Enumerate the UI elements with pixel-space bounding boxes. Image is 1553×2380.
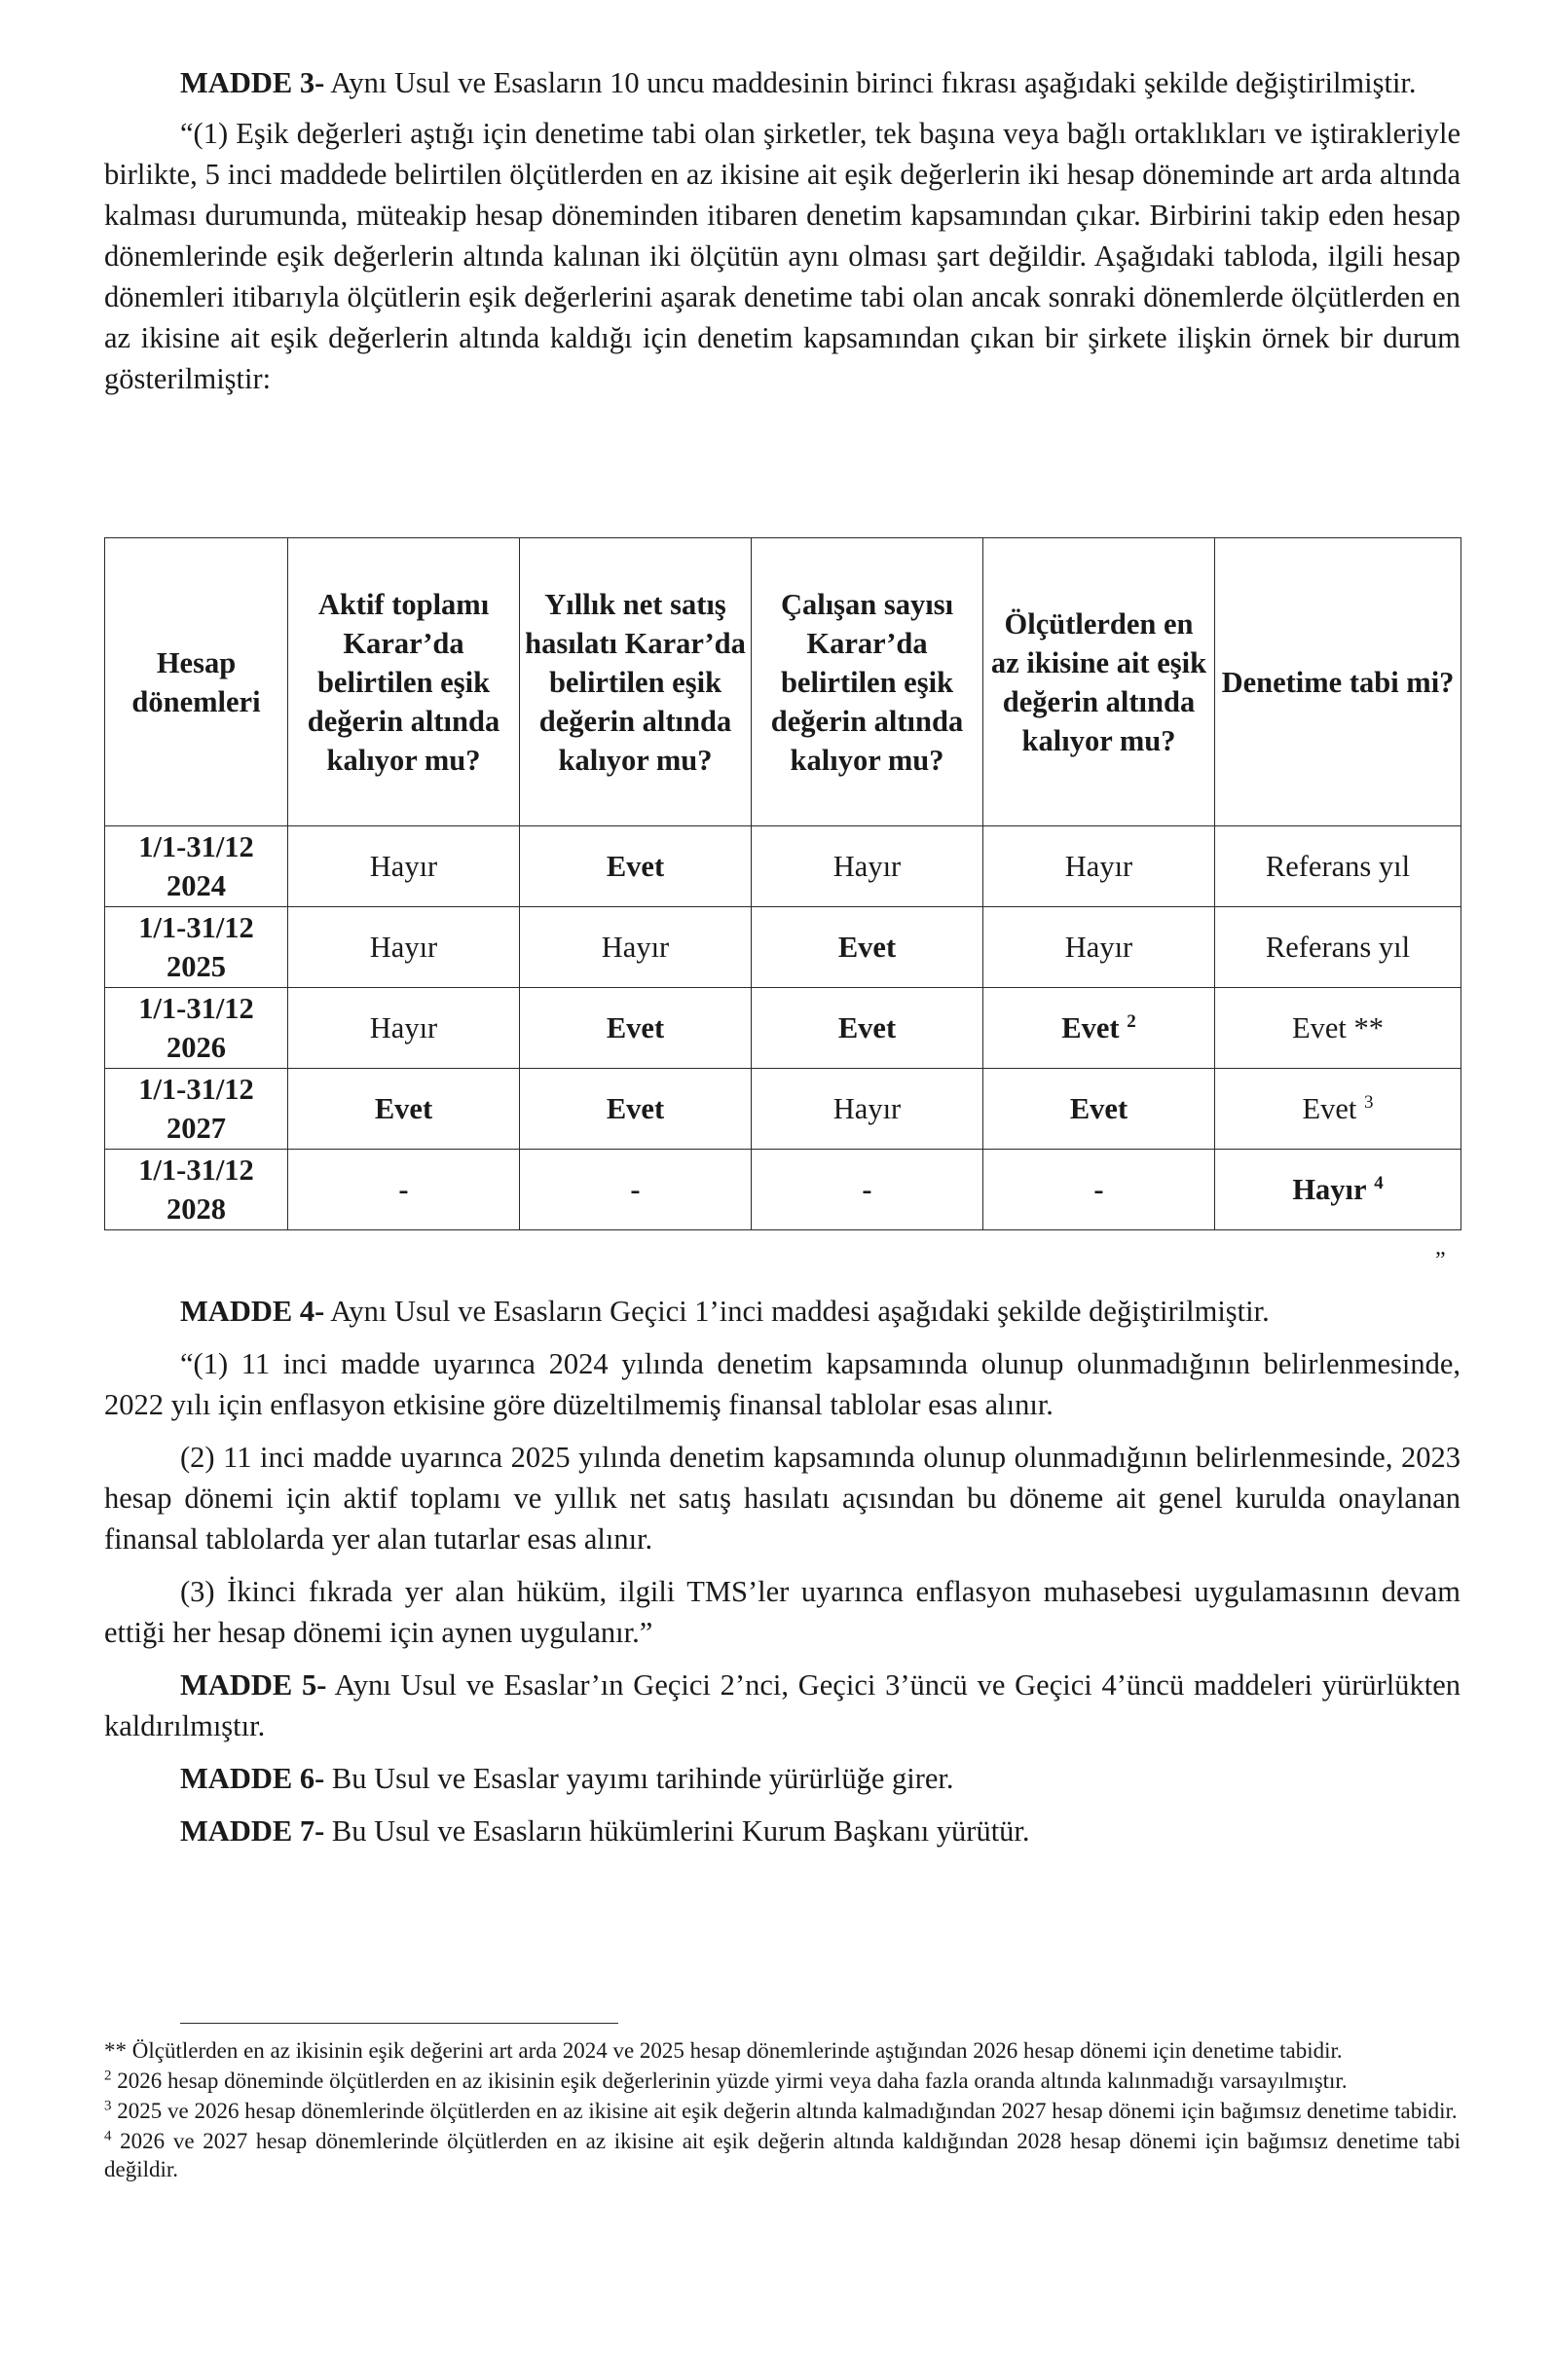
cell-employees: Evet [752,988,983,1069]
article-4-intro [104,1291,1461,1332]
article-4-para-3: (3) İkinci fıkrada yer alan hüküm, ilgili TMS’ler uyarınca enflasyon muhasebesi uygulamasının devam ettiği her hesap dönemi için aynen uygulanır.” [104,1575,1461,1649]
cell-audit-note: ** [1353,1011,1385,1044]
cell-audit [1215,826,1461,907]
article-3 [104,62,1461,399]
cell-period: 1/1-31/12 2025 [105,907,288,988]
footnotes [104,2036,1461,2185]
footnote-text: 2026 ve 2027 hesap dönemlerinde ölçütlerden en az ikisine ait eşik değerin altında kaldığından 2028 hesap dönemi için bağımsız denetime tabi değildir. [104,2129,1461,2181]
cell-sales: - [520,1150,752,1230]
cell-two-criteria-value: Evet [1061,1011,1120,1044]
article-3-intro [104,62,1461,103]
footnote [104,2127,1461,2183]
cell-assets: Hayır [288,907,520,988]
cell-audit [1215,1150,1461,1230]
cell-audit [1215,988,1461,1069]
cell-assets: Evet [288,1069,520,1150]
header-sales: Yıllık net satış hasılatı Karar’da belirtilen eşik değerin altında kalıyor mu? [520,538,752,826]
cell-two-criteria [983,1150,1215,1230]
table-row [105,1069,1461,1150]
header-assets: Aktif toplamı Karar’da belirtilen eşik değerin altında kalıyor mu? [288,538,520,826]
cell-audit-value: Evet [1302,1092,1357,1125]
cell-period: 1/1-31/12 2026 [105,988,288,1069]
cell-two-criteria [983,907,1215,988]
cell-two-criteria [983,1069,1215,1150]
article-3-quote: “(1) Eşik değerleri aştığı için denetime tabi olan şirketler, tek başına veya bağlı ortaklıkları ve iştirakleriyle birlikte, 5 inci maddede belirtilen ölçütlerden en az ikisine ait eşik değerlerin iki hesap döneminde art arda altında kalması durumunda, müteakip hesap döneminden itibaren denetim kapsamından çıkar. Birbirini takip eden hesap dönemlerinde eşik değerlerin altında kalınan iki ölçütün aynı olması şart değildir. Aşağıdaki tabloda, ilgili hesap dönemleri itibarıyla ölçütlerin eşik değerlerini aşarak denetime tabi olan ancak sonraki dönemlerde ölçütlerden en az ikisine ait eşik değerlerin altında kaldığı için denetim kapsamından çıkan bir şirkete ilişkin örnek bir durum gösterilmiştir: [104,117,1461,395]
article-3-text: Aynı Usul ve Esasların 10 uncu maddesinin birinci fıkrası aşağıdaki şekilde değiştirilmiştir. [324,66,1417,99]
cell-sales: Hayır [520,907,752,988]
table-row [105,1150,1461,1230]
footnote-text: 2026 hesap döneminde ölçütlerden en az ikisinin eşik değerlerinin yüzde yirmi veya daha fazla oranda altında kalınmadığı varsayılmıştır. [111,2069,1348,2093]
article-7-text: Bu Usul ve Esasların hükümlerini Kurum Başkanı yürütür. [324,1814,1030,1848]
closing-quote: ” [1435,1248,1446,1273]
article-4 [104,1291,1461,1851]
cell-two-criteria-note: 2 [1127,1010,1136,1032]
cell-two-criteria-value: Hayır [1064,850,1133,883]
cell-assets: Hayır [288,826,520,907]
article-7 [104,1811,1461,1851]
cell-audit [1215,1069,1461,1150]
article-4-text: Aynı Usul ve Esasların Geçici 1’inci maddesi aşağıdaki şekilde değiştirilmiştir. [324,1295,1270,1328]
cell-two-criteria [983,826,1215,907]
article-4-para-2: (2) 11 inci madde uyarınca 2025 yılında denetim kapsamında olunup olunmadığının belirlenmesinde, 2023 hesap dönemi için aktif toplamı ve yıllık net satış hasılatı açısından bu döneme ait genel kurulda onaylanan finansal tablolarda yer alan tutarlar esas alınır. [104,1441,1461,1556]
cell-audit-value: Evet [1291,1011,1347,1044]
cell-two-criteria-value: Evet [1069,1092,1128,1125]
cell-assets: - [288,1150,520,1230]
footnote-mark: 4 [104,2128,112,2144]
cell-sales: Evet [520,988,752,1069]
cell-employees: - [752,1150,983,1230]
footnote-mark: 2 [104,2068,112,2084]
article-6 [104,1758,1461,1799]
article-5-text: Aynı Usul ve Esaslar’ın Geçici 2’nci, Geçici 3’üncü ve Geçici 4’üncü maddeleri yürürlükten kaldırılmıştır. [104,1668,1461,1742]
table-header-row [105,538,1461,826]
cell-two-criteria [983,988,1215,1069]
table-row [105,907,1461,988]
article-6-text: Bu Usul ve Esaslar yayımı tarihinde yürürlüğe girer. [324,1762,954,1795]
footnote-mark: 3 [104,2098,112,2114]
cell-audit-value: Referans yıl [1265,931,1411,964]
cell-assets: Hayır [288,988,520,1069]
cell-sales: Evet [520,826,752,907]
header-employees: Çalışan sayısı Karar’da belirtilen eşik değerin altında kalıyor mu? [752,538,983,826]
cell-period: 1/1-31/12 2027 [105,1069,288,1150]
cell-audit-note: 3 [1364,1091,1374,1113]
cell-two-criteria-value: Hayır [1064,931,1133,964]
article-5-heading: MADDE 5- [180,1668,327,1702]
cell-audit-value: Hayır [1292,1173,1367,1206]
footnote [104,2097,1461,2125]
footnote [104,2036,1461,2065]
cell-audit-value: Referans yıl [1265,850,1411,883]
footnote-mark: ** [104,2038,127,2063]
cell-employees: Hayır [752,826,983,907]
cell-audit-note: 4 [1374,1172,1384,1193]
header-period: Hesap dönemleri [105,538,288,826]
cell-two-criteria-value: - [1093,1173,1104,1206]
cell-sales: Evet [520,1069,752,1150]
footnote-text: 2025 ve 2026 hesap dönemlerinde ölçütlerden en az ikisine ait eşik değerin altında kalmadığından 2027 hesap dönemi için bağımsız denetime tabidir. [111,2099,1458,2123]
article-3-heading: MADDE 3- [180,66,325,99]
cell-employees: Hayır [752,1069,983,1150]
footnote [104,2067,1461,2095]
table-row [105,826,1461,907]
article-4-para-1: “(1) 11 inci madde uyarınca 2024 yılında denetim kapsamında olunup olunmadığının belirlenmesinde, 2022 yılı için enflasyon etkisine göre düzeltilmemiş finansal tablolar esas alınır. [104,1347,1461,1421]
article-6-heading: MADDE 6- [180,1762,325,1795]
header-two-criteria: Ölçütlerden en az ikisine ait eşik değerin altında kalıyor mu? [983,538,1215,826]
article-4-heading: MADDE 4- [180,1295,325,1328]
table-row [105,988,1461,1069]
cell-employees: Evet [752,907,983,988]
footnote-separator [180,2023,618,2024]
cell-period: 1/1-31/12 2024 [105,826,288,907]
header-audit: Denetime tabi mi? [1215,538,1461,826]
article-5 [104,1665,1461,1746]
cell-audit [1215,907,1461,988]
footnote-text: Ölçütlerden en az ikisinin eşik değerini art arda 2024 ve 2025 hesap dönemlerinde aştığından 2026 hesap dönemi için denetime tabidir. [127,2038,1343,2063]
cell-period: 1/1-31/12 2028 [105,1150,288,1230]
criteria-table [104,537,1461,1230]
article-7-heading: MADDE 7- [180,1814,325,1848]
